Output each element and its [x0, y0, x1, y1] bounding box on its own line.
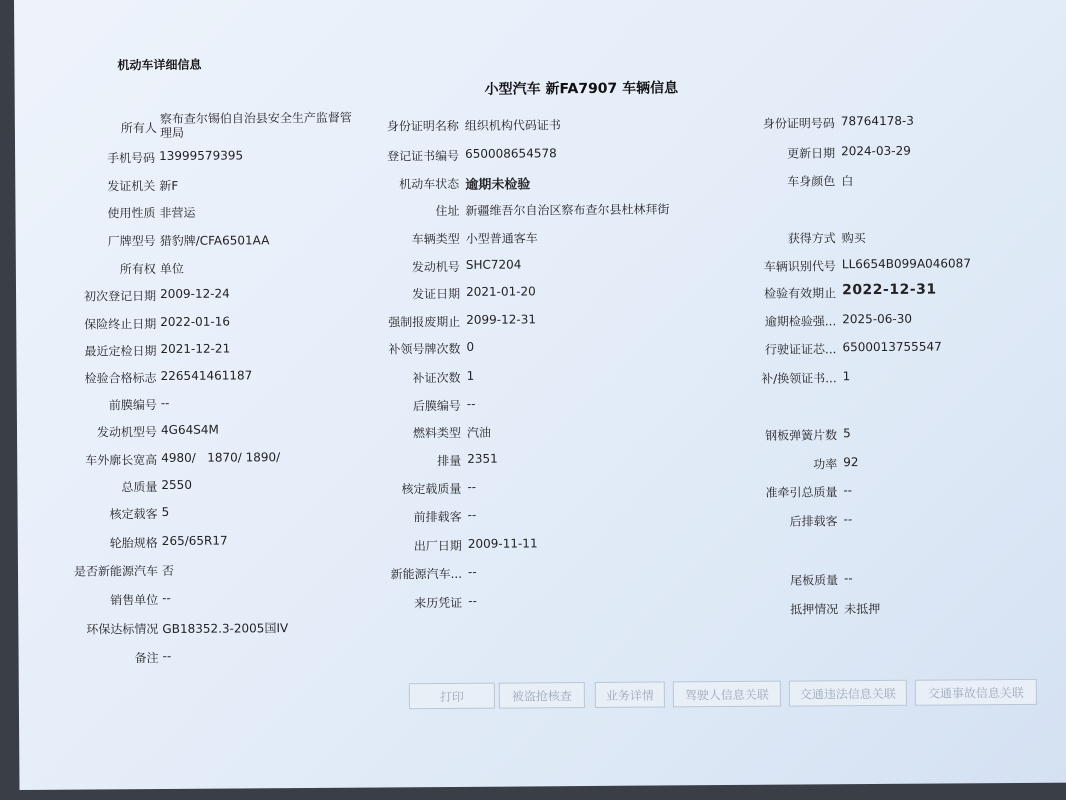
brand-model-label: 厂牌型号 [107, 234, 156, 249]
vehicle-type-label: 车辆类型 [411, 231, 460, 247]
scrap-deadline-label: 强制报废期止 [388, 314, 461, 330]
leaf-springs-value: 5 [842, 426, 851, 441]
engine-model-label: 发动机型号 [96, 425, 158, 440]
factory-date-label: 出厂日期 [413, 538, 462, 554]
fuel-type-value: 汽油 [466, 425, 492, 440]
towing-mass-value: -- [843, 483, 853, 498]
address-label: 住址 [435, 203, 460, 219]
issue-date-value: 2021-01-20 [465, 284, 536, 299]
vehicle-detail-screen [14, 0, 1066, 790]
usage-value: 非营运 [159, 205, 196, 220]
driver-link-button[interactable]: 驾驶人信息关联 [673, 681, 781, 708]
ownership-value: 单位 [159, 261, 184, 276]
engine-model-value: 4G64S4M [160, 422, 219, 437]
last-inspection-value: 2021-12-21 [160, 341, 231, 356]
acquire-method-label: 获得方式 [787, 231, 836, 246]
id-no-value: 78764178-3 [840, 113, 914, 129]
id-name-value: 组织机构代码证书 [464, 118, 561, 133]
rated-load-label: 核定载质量 [401, 481, 462, 497]
update-date-value: 2024-03-29 [841, 143, 911, 159]
seller-value: -- [162, 590, 171, 605]
overdue-inspection-value: 2025-06-30 [842, 311, 913, 327]
front-passengers-value: -- [467, 507, 477, 522]
origin-proof-value: -- [468, 593, 477, 608]
vin-value: LL6654B099A046087 [841, 256, 971, 272]
phone-value: 13999579395 [159, 148, 244, 163]
cert-reissue-value: 1 [466, 368, 475, 383]
dimensions-value: 4980/ 1870/ 1890/ [161, 450, 281, 465]
owner-value: 察布查尔锡伯自治县安全生产监督管理局 [159, 110, 352, 140]
fuel-type-label: 燃料类型 [412, 425, 462, 441]
inspection-valid-label: 检验有效期止 [764, 286, 837, 301]
rated-load-value: -- [467, 479, 477, 494]
last-inspection-label: 最近定检日期 [84, 344, 157, 359]
accident-link-button[interactable]: 交通事故信息关联 [915, 679, 1037, 706]
rear-film-value: -- [466, 396, 476, 411]
cert-reissue-label: 补证次数 [412, 370, 461, 386]
print-button[interactable]: 打印 [409, 683, 495, 710]
plate-reissue-value: 0 [466, 339, 475, 354]
overdue-inspection-label: 逾期检验强... [764, 314, 837, 329]
origin-proof-label: 来历凭证 [414, 595, 463, 611]
violation-link-button[interactable]: 交通违法信息关联 [789, 680, 907, 707]
id-no-label: 身份证明号码 [762, 116, 835, 131]
inspection-mark-value: 226541461187 [160, 368, 253, 383]
id-name-label: 身份证明名称 [386, 118, 459, 134]
power-label: 功率 [813, 457, 838, 472]
tire-spec-value: 265/65R17 [161, 533, 228, 548]
towing-mass-label: 准牵引总质量 [765, 485, 838, 500]
tailgate-mass-value: -- [844, 571, 853, 586]
rated-passengers-value: 5 [161, 504, 170, 519]
rear-film-label: 后膜编号 [412, 398, 461, 414]
front-film-label: 前膜编号 [108, 398, 157, 413]
rear-passengers-label: 后排载客 [789, 514, 838, 529]
dimensions-label: 车外廓长宽高 [85, 453, 158, 468]
action-button-bar [409, 678, 1066, 713]
engine-no-label: 发动机号 [411, 259, 460, 275]
inspection-mark-label: 检验合格标志 [84, 371, 157, 386]
owner-label: 所有人 [120, 121, 157, 136]
emission-label: 环保达标情况 [86, 622, 159, 637]
first-reg-label: 初次登记日期 [84, 289, 157, 304]
seized-check-button[interactable]: 被盗抢核查 [499, 682, 585, 709]
mortgage-value: 未抵押 [844, 601, 881, 617]
reg-cert-label: 登记证书编号 [387, 148, 460, 164]
cert-replace-label: 补/换领证书... [761, 371, 837, 386]
business-detail-button[interactable]: 业务详情 [595, 681, 665, 707]
front-passengers-label: 前排载客 [413, 509, 462, 525]
inspection-valid-value: 2022-12-31 [841, 281, 937, 299]
is-nev-value: 否 [161, 563, 175, 578]
emission-value: GB18352.3-2005国IV [162, 621, 289, 636]
body-color-value: 白 [841, 174, 854, 189]
vehicle-type-value: 小型普通客车 [465, 231, 538, 246]
tire-spec-label: 轮胎规格 [109, 536, 158, 551]
first-reg-value: 2009-12-24 [160, 286, 230, 301]
reg-cert-value: 650008654578 [465, 146, 557, 161]
body-color-label: 车身颜色 [787, 174, 836, 189]
rear-passengers-value: -- [843, 512, 853, 527]
issuer-label: 发证机关 [107, 179, 156, 194]
total-mass-label: 总质量 [121, 480, 158, 495]
nev-type-label: 新能源汽车... [390, 566, 463, 582]
mortgage-label: 抵押情况 [790, 602, 839, 617]
vin-label: 车辆识别代号 [763, 259, 836, 274]
vehicle-title: 小型汽车 新FA7907 车辆信息 [484, 80, 679, 98]
cert-replace-value: 1 [842, 369, 851, 384]
remark-label: 备注 [134, 651, 159, 666]
nev-type-value: -- [467, 564, 477, 579]
displacement-value: 2351 [467, 451, 498, 466]
remark-value: -- [162, 648, 172, 663]
leaf-springs-label: 钢板弹簧片数 [764, 428, 838, 443]
power-value: 92 [843, 455, 859, 470]
factory-date-value: 2009-11-11 [467, 536, 538, 551]
license-chip-value: 6500013755547 [842, 339, 942, 355]
scrap-deadline-value: 2099-12-31 [466, 312, 537, 327]
engine-no-value: SHC7204 [465, 257, 522, 272]
phone-label: 手机号码 [107, 151, 156, 166]
insurance-end-label: 保险终止日期 [84, 317, 157, 332]
seller-label: 销售单位 [110, 593, 159, 608]
license-chip-label: 行驶证证芯... [764, 342, 837, 357]
rated-passengers-label: 核定载客 [109, 507, 158, 522]
front-film-value: -- [160, 395, 170, 410]
acquire-method-value: 购买 [841, 231, 866, 246]
insurance-end-value: 2022-01-16 [160, 314, 231, 329]
issue-date-label: 发证日期 [411, 286, 461, 302]
address-value: 新疆维吾尔自治区察布查尔县杜林拜街 [465, 202, 670, 218]
tailgate-mass-label: 尾板质量 [790, 573, 839, 588]
update-date-label: 更新日期 [787, 146, 836, 161]
brand-model-value: 猎豹牌/CFA6501AA [159, 233, 270, 248]
page-heading: 机动车详细信息 [117, 57, 202, 73]
displacement-label: 排量 [437, 453, 462, 469]
ownership-label: 所有权 [119, 262, 156, 277]
is-nev-label: 是否新能源汽车 [73, 564, 159, 579]
usage-label: 使用性质 [107, 206, 156, 221]
issuer-value: 新F [159, 178, 179, 193]
total-mass-value: 2550 [161, 477, 192, 492]
plate-reissue-label: 补领号牌次数 [388, 341, 461, 357]
vehicle-status-label: 机动车状态 [399, 176, 460, 192]
vehicle-status-value: 逾期未检验 [465, 177, 531, 193]
